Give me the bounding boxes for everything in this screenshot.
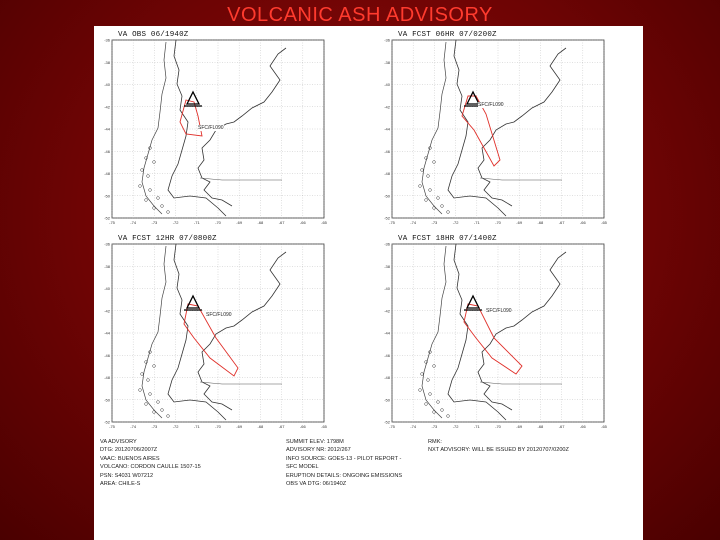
lat-tick-label: -40: [104, 82, 110, 87]
forecast-map-panel: [382, 234, 612, 430]
forecast-map-panel: [382, 30, 612, 226]
advisory-line: ADVISORY NR: 2012/267: [286, 447, 351, 454]
lon-tick-label: -70: [495, 424, 501, 429]
lon-tick-label: -73: [431, 220, 438, 225]
lon-tick-label: -72: [452, 424, 459, 429]
lon-tick-label: -69: [236, 220, 243, 225]
lon-tick-label: -71: [193, 220, 200, 225]
advisory-column-3: [428, 438, 569, 455]
lat-tick-label: -50: [104, 397, 110, 403]
lat-tick-label: -40: [384, 286, 390, 291]
lon-tick-label: -68: [257, 424, 264, 429]
lon-tick-label: -74: [410, 424, 417, 429]
lat-tick-label: -38: [104, 59, 110, 65]
lon-tick-label: -75: [109, 220, 115, 225]
lat-tick-label: -42: [384, 308, 390, 314]
advisory-line: VA ADVISORY: [100, 439, 137, 445]
lon-tick-label: -65: [321, 424, 327, 429]
lon-tick-label: -70: [495, 220, 501, 225]
advisory-line: PSN: S4031 W07212: [100, 472, 154, 479]
lon-tick-label: -75: [389, 220, 395, 225]
advisory-text: [94, 438, 643, 508]
advisory-line: ERUPTION DETAILS: ONGOING EMISSIONS: [286, 472, 403, 479]
lon-tick-label: -69: [516, 220, 523, 225]
lon-tick-label: -74: [130, 220, 137, 225]
lon-tick-label: -65: [601, 424, 607, 429]
forecast-map-panel: [102, 30, 332, 226]
advisory-line: VAAC: BUENOS AIRES: [100, 455, 160, 462]
advisory-document: [94, 26, 643, 540]
advisory-line: AREA: CHILE-S: [100, 481, 141, 488]
lat-tick-label: -36: [384, 241, 390, 247]
lat-tick-label: -38: [104, 263, 110, 269]
lat-tick-label: -38: [384, 263, 390, 269]
lon-tick-label: -66: [299, 424, 306, 429]
lat-tick-label: -46: [104, 148, 110, 154]
lat-tick-label: -52: [104, 419, 110, 425]
lon-tick-label: -68: [537, 424, 544, 429]
lon-tick-label: -69: [236, 424, 243, 429]
lat-tick-label: -48: [384, 171, 390, 176]
lon-tick-label: -73: [151, 424, 158, 429]
forecast-map-panel: [102, 234, 332, 430]
lat-tick-label: -44: [384, 126, 390, 132]
lat-tick-label: -44: [104, 330, 110, 336]
advisory-column-2: [286, 438, 402, 488]
lat-tick-label: -50: [384, 397, 390, 403]
lat-tick-label: -46: [384, 148, 390, 154]
lon-tick-label: -74: [130, 424, 137, 429]
lat-tick-label: -44: [384, 330, 390, 336]
lat-tick-label: -48: [384, 375, 390, 380]
lat-tick-label: -48: [104, 375, 110, 380]
advisory-line: RMK:: [428, 439, 442, 445]
flight-level-label: SFC/FL090: [198, 125, 224, 131]
lat-tick-label: -42: [104, 104, 110, 110]
lon-tick-label: -67: [278, 220, 285, 225]
lon-tick-label: -68: [537, 220, 544, 225]
lat-tick-label: -38: [384, 59, 390, 65]
lat-tick-label: -46: [104, 352, 110, 358]
map-graphic: [102, 234, 332, 430]
lat-tick-label: -52: [384, 215, 390, 221]
lon-tick-label: -72: [452, 220, 459, 225]
lon-tick-label: -67: [278, 424, 285, 429]
advisory-line: OBS VA DTG: 06/1940Z: [286, 481, 347, 488]
panel-header: VA FCST 18HR 07/1400Z: [398, 235, 497, 243]
lon-tick-label: -70: [215, 424, 221, 429]
flight-level-label: SFC/FL090: [206, 312, 232, 318]
lat-tick-label: -48: [104, 171, 110, 176]
lat-tick-label: -36: [104, 241, 110, 247]
lon-tick-label: -71: [193, 424, 200, 429]
lon-tick-label: -65: [601, 220, 607, 225]
lon-tick-label: -70: [215, 220, 221, 225]
lon-tick-label: -73: [151, 220, 158, 225]
lon-tick-label: -66: [579, 424, 586, 429]
lat-tick-label: -40: [384, 82, 390, 87]
lon-tick-label: -73: [431, 424, 438, 429]
lat-tick-label: -46: [384, 352, 390, 358]
lon-tick-label: -65: [321, 220, 327, 225]
lat-tick-label: -40: [104, 286, 110, 291]
lon-tick-label: -66: [299, 220, 306, 225]
lon-tick-label: -75: [109, 424, 115, 429]
lat-tick-label: -52: [384, 419, 390, 425]
lon-tick-label: -75: [389, 424, 395, 429]
advisory-line: NXT ADVISORY: WILL BE ISSUED BY 20120707/0200Z: [428, 447, 569, 454]
lon-tick-label: -67: [558, 424, 565, 429]
lat-tick-label: -50: [384, 193, 390, 199]
lon-tick-label: -69: [516, 424, 523, 429]
lat-tick-label: -36: [384, 37, 390, 43]
panel-header: VA OBS 06/1940Z: [118, 31, 189, 39]
flight-level-label: SFC/FL090: [478, 102, 504, 108]
lat-tick-label: -36: [104, 37, 110, 43]
panel-header: VA FCST 06HR 07/0200Z: [398, 31, 497, 39]
lat-tick-label: -52: [104, 215, 110, 221]
advisory-column-1: [100, 438, 201, 488]
advisory-line: SFC MODEL: [286, 464, 319, 471]
slide-title: VOLCANIC ASH ADVISORY: [227, 4, 493, 26]
lon-tick-label: -66: [579, 220, 586, 225]
lon-tick-label: -72: [172, 424, 179, 429]
lon-tick-label: -71: [473, 220, 480, 225]
panel-header: VA FCST 12HR 07/0800Z: [118, 235, 217, 243]
lon-tick-label: -71: [473, 424, 480, 429]
map-graphic: [382, 234, 612, 430]
advisory-line: SUMMIT ELEV: 1798M: [286, 439, 344, 445]
map-graphic: [382, 30, 612, 226]
lat-tick-label: -42: [384, 104, 390, 110]
advisory-line: DTG: 20120706/2007Z: [100, 447, 158, 454]
lat-tick-label: -44: [104, 126, 110, 132]
lon-tick-label: -68: [257, 220, 264, 225]
advisory-line: VOLCANO: CORDON CAULLE 1507-15: [100, 464, 201, 471]
lon-tick-label: -67: [558, 220, 565, 225]
lon-tick-label: -74: [410, 220, 417, 225]
lat-tick-label: -50: [104, 193, 110, 199]
flight-level-label: SFC/FL090: [486, 308, 512, 314]
advisory-line: INFO SOURCE: GOES-13 - PILOT REPORT -: [286, 455, 402, 462]
lon-tick-label: -72: [172, 220, 179, 225]
lat-tick-label: -42: [104, 308, 110, 314]
